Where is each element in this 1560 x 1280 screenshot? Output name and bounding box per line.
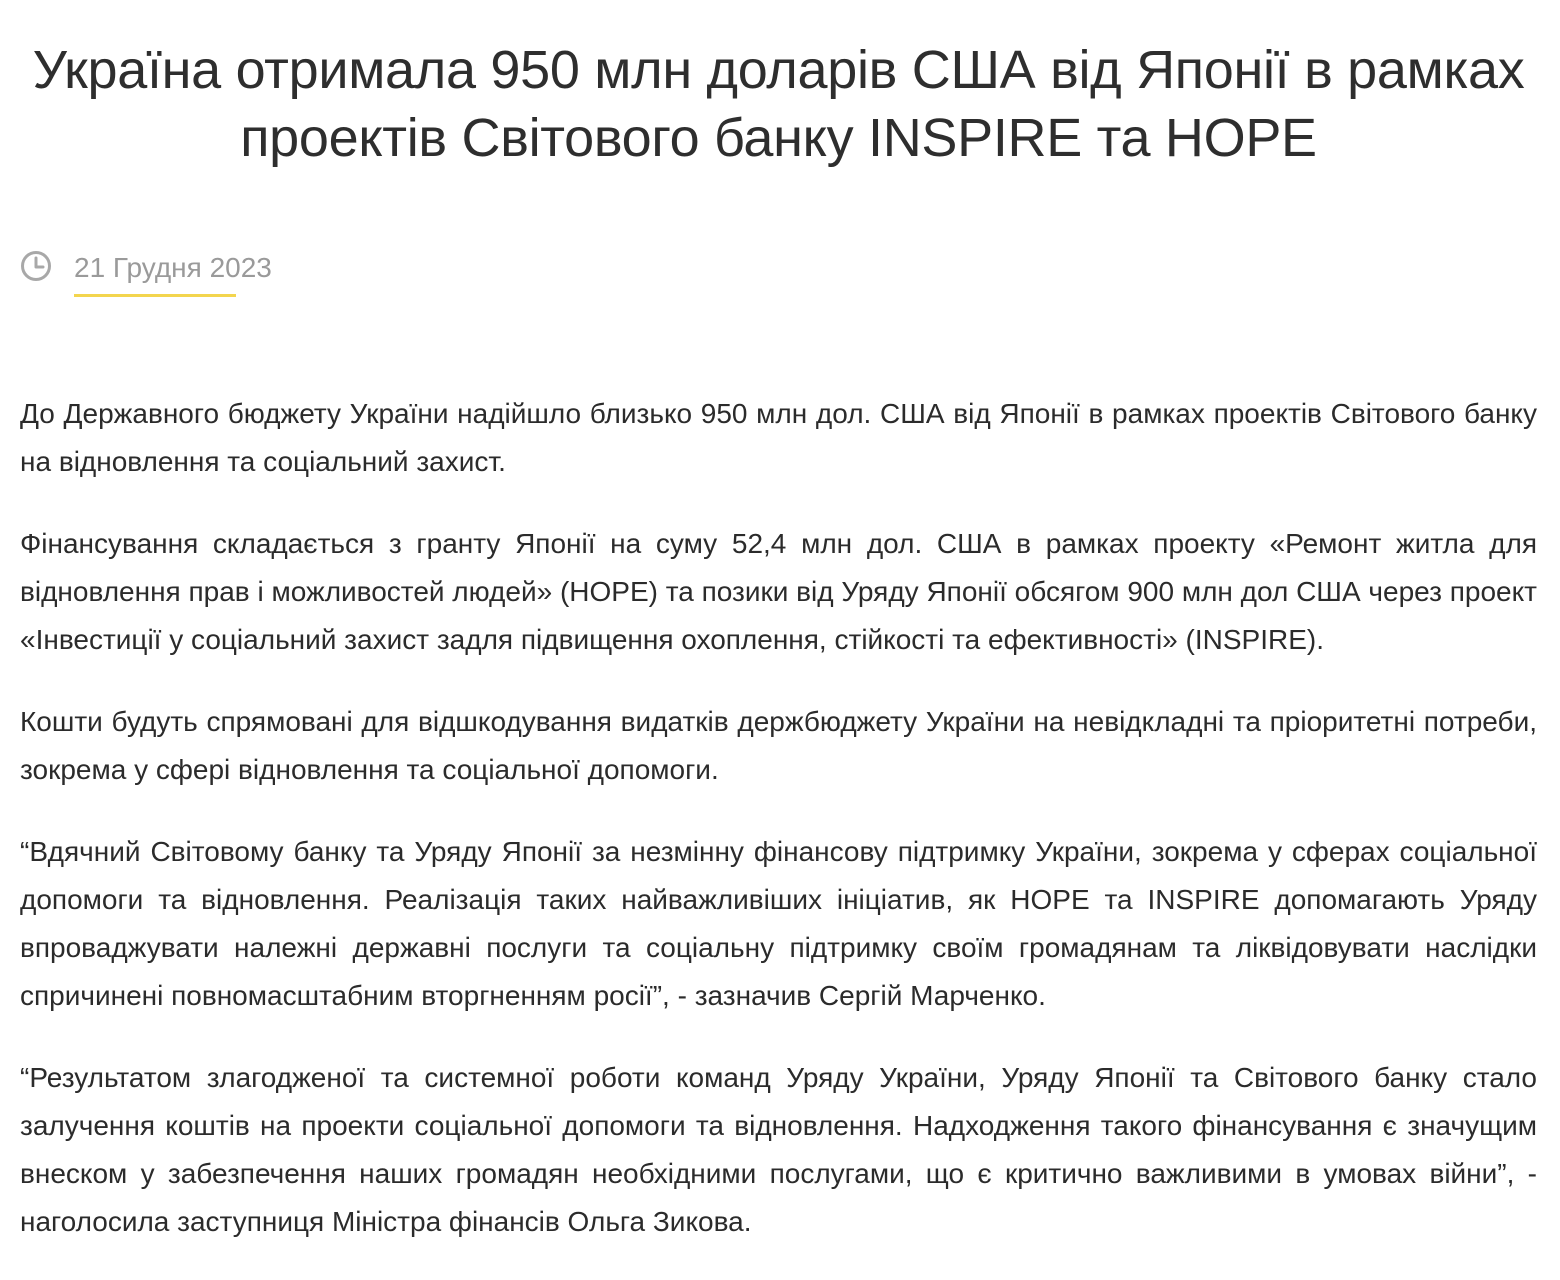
- clock-icon: [20, 250, 52, 282]
- paragraph: Фінансування складається з гранту Японії на суму 52,4 млн дол. США в рамках проекту «Ремонт житла для відновлення прав і можливостей людей» (HOPE) та позики від Уряду Японії обсягом 900 млн дол США через проект «Інвестиції у соціальний захист задля підвищення охоплення, стійкості та ефективності» (INSPIRE).: [20, 528, 1537, 655]
- publish-date-text: 21 Грудня 2023: [74, 252, 272, 283]
- date-underline: [74, 294, 236, 297]
- article: [20, 0, 1537, 1237]
- article-title: Україна отримала 950 млн доларів США від Японії в рамках проектів Світового банку INSPIRE та HOPE: [32, 40, 1525, 168]
- publish-date: [74, 250, 272, 286]
- article-body: [20, 390, 1537, 1280]
- paragraph: До Державного бюджету України надійшло близько 950 млн дол. США від Японії в рамках проектів Світового банку на відновлення та соціальний захист.: [20, 398, 1537, 477]
- paragraph: “Результатом злагодженої та системної роботи команд Уряду України, Уряду Японії та Світового банку стало залучення коштів на проекти соціальної допомоги та відновлення. Надходження такого фінансування є значущим внеском у забезпечення наших громадян необхідними послугами, що є критично важливими в умовах війни”, - наголосила заступниця Міністра фінансів Ольга Зикова.: [20, 1062, 1537, 1237]
- paragraph: “Вдячний Світовому банку та Уряду Японії за незмінну фінансову підтримку України, зокрема у сферах соціальної допомоги та відновлення. Реалізація таких найважливіших ініціатив, як HOPE та INSPIRE допомагають Уряду впроваджувати належні державні послуги та соціальну підтримку своїм громадянам та ліквідовувати наслідки спричинені повномасштабним вторгненням росії”, - зазначив Сергій Марченко.: [20, 836, 1537, 1011]
- paragraph: Кошти будуть спрямовані для відшкодування видатків держбюджету України на невідкладні та пріоритетні потреби, зокрема у сфері відновлення та соціальної допомоги.: [20, 706, 1537, 785]
